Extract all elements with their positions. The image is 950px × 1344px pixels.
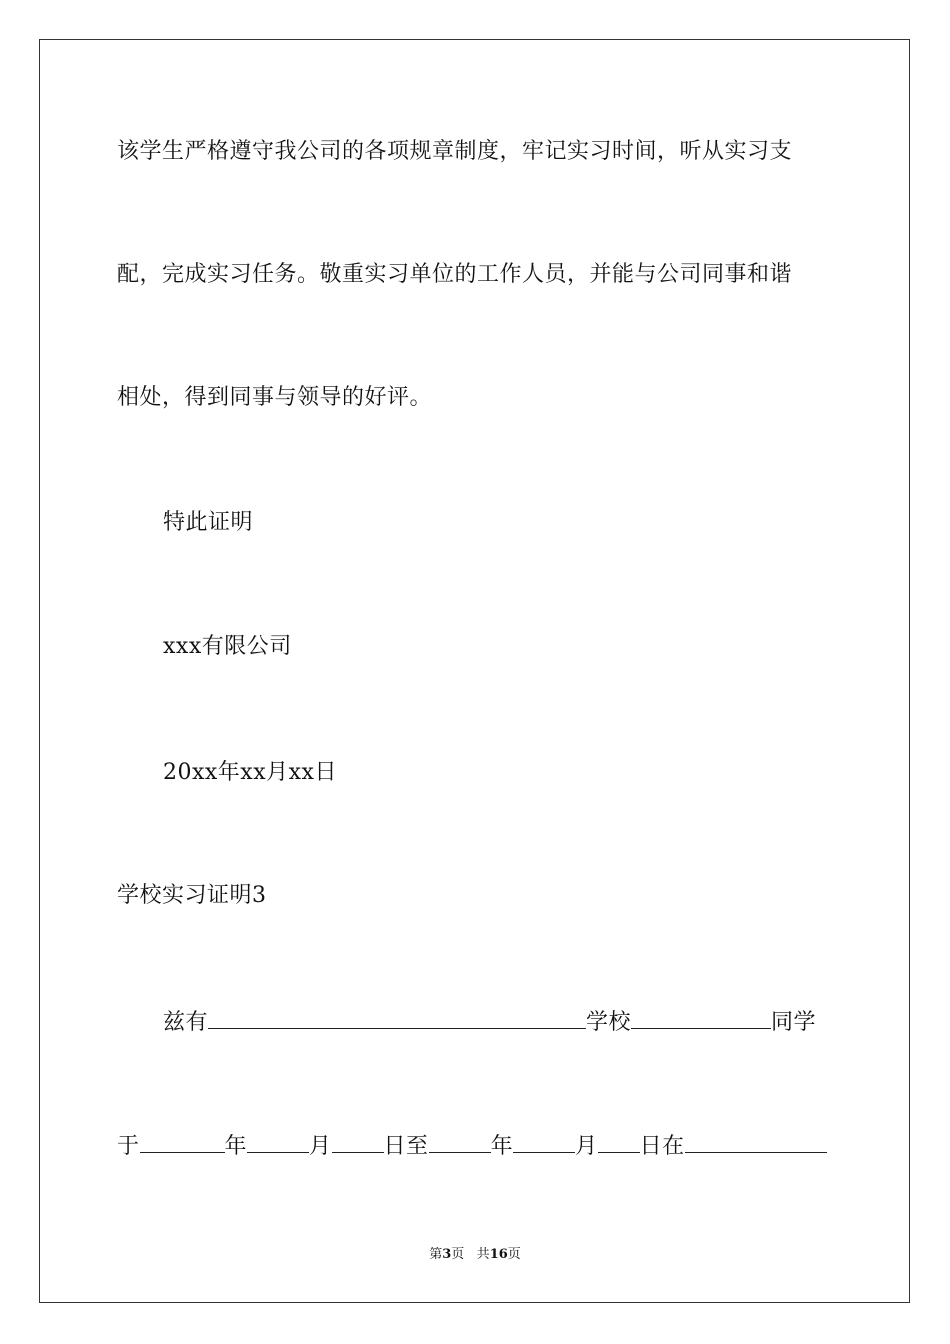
date-text: 20xx年xx月xx日	[163, 760, 337, 785]
end-month-blank	[513, 1130, 575, 1153]
school-label: 学校	[586, 1010, 632, 1035]
month-label: 月	[309, 1134, 332, 1159]
closing-text: 特此证明	[163, 510, 254, 535]
total-pages: 16	[489, 1247, 508, 1262]
end-day-blank	[598, 1130, 640, 1153]
section-title: 学校实习证明3	[117, 883, 267, 908]
form-line-2	[117, 1130, 827, 1162]
start-year-blank	[140, 1130, 225, 1153]
start-day-blank	[332, 1130, 384, 1153]
end-year-blank	[429, 1130, 491, 1153]
school-blank	[631, 1006, 771, 1029]
page-prefix: 第	[429, 1247, 443, 1262]
classmate-label: 同学	[771, 1010, 817, 1035]
form-line-1	[163, 1006, 816, 1038]
name-blank	[208, 1006, 586, 1029]
page-border	[39, 39, 910, 1303]
page-footer	[0, 1246, 950, 1264]
month-label-2: 月	[575, 1134, 598, 1159]
company-name: xxx有限公司	[163, 634, 292, 659]
from-label: 于	[117, 1134, 140, 1159]
day-to-label: 日至	[383, 1134, 429, 1159]
page-number: 3	[442, 1247, 452, 1262]
paragraph-line-3: 相处，得到同事与领导的好评。	[117, 385, 433, 410]
total-suffix: 页	[507, 1247, 521, 1262]
page-suffix: 页	[451, 1247, 465, 1262]
start-month-blank	[247, 1130, 309, 1153]
paragraph-line-1: 该学生严格遵守我公司的各项规章制度，牢记实习时间，听从实习支	[117, 139, 793, 164]
location-blank	[685, 1130, 827, 1153]
form-prefix-label: 兹有	[163, 1010, 209, 1035]
year-label-2: 年	[490, 1134, 514, 1159]
year-label: 年	[224, 1134, 248, 1159]
total-prefix: 共	[476, 1247, 490, 1262]
day-at-label: 日在	[639, 1134, 685, 1159]
paragraph-line-2: 配，完成实习任务。敬重实习单位的工作人员，并能与公司同事和谐	[117, 262, 793, 287]
